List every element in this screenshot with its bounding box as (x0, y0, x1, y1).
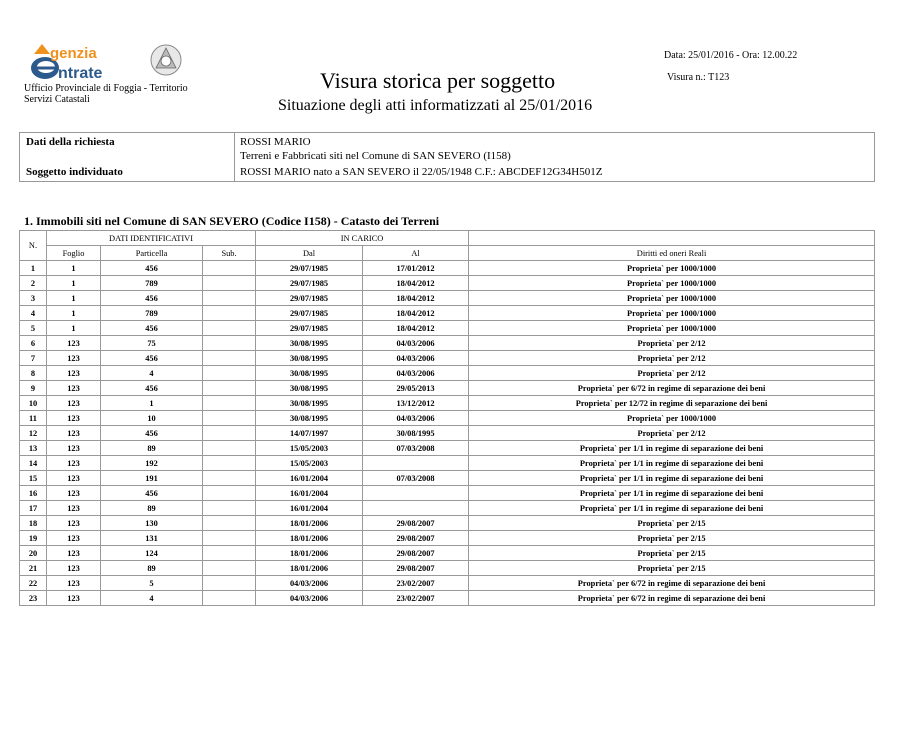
table-row (20, 531, 875, 546)
logo-text-entrate: ntrate (58, 65, 103, 82)
cell-al: 18/04/2012 (363, 276, 469, 291)
cell-dal: 18/01/2006 (256, 531, 363, 546)
cell-foglio: 123 (47, 411, 101, 426)
cell-sub (203, 336, 256, 351)
cell-foglio: 123 (47, 516, 101, 531)
cell-foglio: 123 (47, 591, 101, 606)
cell-particella: 789 (101, 306, 203, 321)
cell-diritti: Proprieta` per 1/1 in regime di separazione dei beni (469, 501, 875, 516)
cell-n: 13 (20, 441, 47, 456)
cell-al: 13/12/2012 (363, 396, 469, 411)
cell-foglio: 1 (47, 321, 101, 336)
table-row (20, 546, 875, 561)
cell-diritti: Proprieta` per 2/12 (469, 426, 875, 441)
cell-sub (203, 516, 256, 531)
header-diritti: Diritti ed oneri Reali (469, 246, 875, 261)
cell-foglio: 1 (47, 306, 101, 321)
cell-n: 22 (20, 576, 47, 591)
cell-dal: 15/05/2003 (256, 441, 363, 456)
cell-sub (203, 381, 256, 396)
cell-al: 30/08/1995 (363, 426, 469, 441)
cell-al: 04/03/2006 (363, 366, 469, 381)
cell-diritti: Proprieta` per 2/15 (469, 561, 875, 576)
table-row (20, 321, 875, 336)
cell-foglio: 123 (47, 396, 101, 411)
cell-sub (203, 486, 256, 501)
cell-sub (203, 426, 256, 441)
cell-foglio: 123 (47, 441, 101, 456)
cell-foglio: 123 (47, 456, 101, 471)
cell-diritti: Proprieta` per 2/12 (469, 336, 875, 351)
cell-diritti: Proprieta` per 1000/1000 (469, 306, 875, 321)
cell-sub (203, 531, 256, 546)
cell-al: 17/01/2012 (363, 261, 469, 276)
request-scope: Terreni e Fabbricati siti nel Comune di SAN SEVERO (I158) (240, 150, 511, 162)
page-title: Visura storica per soggetto (320, 68, 556, 93)
cell-diritti: Proprieta` per 12/72 in regime di separazione dei beni (469, 396, 875, 411)
cell-al: 04/03/2006 (363, 336, 469, 351)
cell-sub (203, 576, 256, 591)
table-row (20, 291, 875, 306)
cell-diritti: Proprieta` per 1/1 in regime di separazione dei beni (469, 471, 875, 486)
header-particella: Particella (101, 246, 203, 261)
cell-n: 11 (20, 411, 47, 426)
cell-al (363, 486, 469, 501)
cell-dal: 29/07/1985 (256, 321, 363, 336)
cell-al: 18/04/2012 (363, 291, 469, 306)
cell-diritti: Proprieta` per 1000/1000 (469, 261, 875, 276)
table-row (20, 276, 875, 291)
cell-particella: 456 (101, 426, 203, 441)
cell-dal: 18/01/2006 (256, 561, 363, 576)
cell-dal: 29/07/1985 (256, 261, 363, 276)
cell-foglio: 1 (47, 291, 101, 306)
cell-particella: 456 (101, 321, 203, 336)
cell-diritti: Proprieta` per 1/1 in regime di separazione dei beni (469, 441, 875, 456)
header-in-carico: IN CARICO (256, 231, 469, 246)
cell-diritti: Proprieta` per 1000/1000 (469, 321, 875, 336)
cell-particella: 89 (101, 501, 203, 516)
cell-sub (203, 276, 256, 291)
cell-particella: 456 (101, 261, 203, 276)
table-row (20, 441, 875, 456)
cell-dal: 14/07/1997 (256, 426, 363, 441)
cell-foglio: 123 (47, 501, 101, 516)
cell-particella: 10 (101, 411, 203, 426)
cell-diritti: Proprieta` per 2/12 (469, 366, 875, 381)
office-info (24, 83, 188, 105)
cell-diritti: Proprieta` per 6/72 in regime di separazione dei beni (469, 576, 875, 591)
table-row (20, 486, 875, 501)
cell-sub (203, 561, 256, 576)
table-row (20, 576, 875, 591)
logo-text-agenzia: genzia (50, 45, 97, 62)
property-table (19, 230, 875, 606)
table-row (20, 381, 875, 396)
table-row (20, 261, 875, 276)
table-row (20, 426, 875, 441)
cell-n: 7 (20, 351, 47, 366)
cell-sub (203, 306, 256, 321)
table-row (20, 396, 875, 411)
page-subtitle: Situazione degli atti informatizzati al 25/01/2016 (278, 97, 593, 114)
cell-n: 3 (20, 291, 47, 306)
header-dal: Dal (256, 246, 363, 261)
cell-al: 07/03/2008 (363, 441, 469, 456)
cell-diritti: Proprieta` per 1/1 in regime di separazione dei beni (469, 486, 875, 501)
cell-al: 29/05/2013 (363, 381, 469, 396)
cell-dal: 18/01/2006 (256, 516, 363, 531)
cell-particella: 456 (101, 351, 203, 366)
cell-n: 21 (20, 561, 47, 576)
cell-dal: 29/07/1985 (256, 276, 363, 291)
header-n: N. (20, 231, 47, 261)
cell-diritti: Proprieta` per 1000/1000 (469, 276, 875, 291)
header-al: Al (363, 246, 469, 261)
cell-sub (203, 261, 256, 276)
cell-al: 29/08/2007 (363, 516, 469, 531)
cell-dal: 16/01/2004 (256, 501, 363, 516)
cell-dal: 04/03/2006 (256, 591, 363, 606)
table-row (20, 306, 875, 321)
cell-particella: 192 (101, 456, 203, 471)
cell-particella: 4 (101, 591, 203, 606)
cell-foglio: 123 (47, 576, 101, 591)
cell-diritti: Proprieta` per 1000/1000 (469, 291, 875, 306)
cell-sub (203, 366, 256, 381)
cell-diritti: Proprieta` per 2/15 (469, 516, 875, 531)
cell-foglio: 123 (47, 471, 101, 486)
cell-foglio: 123 (47, 561, 101, 576)
cell-n: 17 (20, 501, 47, 516)
cell-particella: 456 (101, 291, 203, 306)
cell-sub (203, 441, 256, 456)
table-row (20, 366, 875, 381)
cell-foglio: 123 (47, 546, 101, 561)
cell-particella: 1 (101, 396, 203, 411)
cell-sub (203, 456, 256, 471)
cell-particella: 456 (101, 381, 203, 396)
cell-particella: 789 (101, 276, 203, 291)
cell-particella: 124 (101, 546, 203, 561)
table-row (20, 456, 875, 471)
cell-particella: 456 (101, 486, 203, 501)
cell-n: 15 (20, 471, 47, 486)
office-line-2: Servizi Catastali (24, 94, 90, 105)
cell-dal: 30/08/1995 (256, 411, 363, 426)
cell-sub (203, 591, 256, 606)
cell-dal: 30/08/1995 (256, 381, 363, 396)
cell-sub (203, 396, 256, 411)
cell-foglio: 123 (47, 531, 101, 546)
cell-particella: 130 (101, 516, 203, 531)
cell-dal: 29/07/1985 (256, 291, 363, 306)
cell-sub (203, 471, 256, 486)
cell-particella: 75 (101, 336, 203, 351)
cell-al: 29/08/2007 (363, 561, 469, 576)
cell-sub (203, 546, 256, 561)
cell-diritti: Proprieta` per 2/15 (469, 531, 875, 546)
cell-dal: 16/01/2004 (256, 471, 363, 486)
cell-dal: 30/08/1995 (256, 396, 363, 411)
table-header-row-2 (20, 246, 875, 261)
header-sub: Sub. (203, 246, 256, 261)
cell-dal: 30/08/1995 (256, 366, 363, 381)
cell-particella: 89 (101, 561, 203, 576)
table-header-row-1 (20, 231, 875, 246)
table-body (20, 261, 875, 606)
cell-dal: 30/08/1995 (256, 351, 363, 366)
table-row (20, 411, 875, 426)
request-label: Dati della richiesta (26, 136, 115, 148)
cell-dal: 29/07/1985 (256, 306, 363, 321)
cell-n: 6 (20, 336, 47, 351)
cell-al: 23/02/2007 (363, 591, 469, 606)
cell-foglio: 123 (47, 351, 101, 366)
cell-al: 04/03/2006 (363, 351, 469, 366)
cell-foglio: 123 (47, 426, 101, 441)
table-row (20, 351, 875, 366)
cell-foglio: 123 (47, 486, 101, 501)
cell-n: 14 (20, 456, 47, 471)
cell-particella: 4 (101, 366, 203, 381)
cell-diritti: Proprieta` per 2/12 (469, 351, 875, 366)
cell-n: 9 (20, 381, 47, 396)
cell-sub (203, 321, 256, 336)
cell-particella: 131 (101, 531, 203, 546)
agenzia-entrate-logo (30, 42, 190, 82)
cell-n: 5 (20, 321, 47, 336)
cell-diritti: Proprieta` per 6/72 in regime di separazione dei beni (469, 591, 875, 606)
office-line-1: Ufficio Provinciale di Foggia - Territorio (24, 83, 188, 94)
cell-dal: 04/03/2006 (256, 576, 363, 591)
cell-foglio: 123 (47, 366, 101, 381)
table-row (20, 561, 875, 576)
cell-n: 23 (20, 591, 47, 606)
header-empty (469, 231, 875, 246)
cell-al (363, 501, 469, 516)
cell-sub (203, 411, 256, 426)
table-row (20, 471, 875, 486)
cell-al: 18/04/2012 (363, 306, 469, 321)
cell-n: 12 (20, 426, 47, 441)
cell-diritti: Proprieta` per 1000/1000 (469, 411, 875, 426)
cell-n: 1 (20, 261, 47, 276)
cell-n: 19 (20, 531, 47, 546)
cell-diritti: Proprieta` per 2/15 (469, 546, 875, 561)
cell-sub (203, 501, 256, 516)
cell-al: 23/02/2007 (363, 576, 469, 591)
cell-al: 29/08/2007 (363, 531, 469, 546)
cell-al: 07/03/2008 (363, 471, 469, 486)
section-title: 1. Immobili siti nel Comune di SAN SEVERO (Codice I158) - Catasto dei Terreni (24, 214, 440, 228)
header-dati-identificativi: DATI IDENTIFICATIVI (47, 231, 256, 246)
table-row (20, 591, 875, 606)
cell-foglio: 1 (47, 261, 101, 276)
cell-dal: 15/05/2003 (256, 456, 363, 471)
report-datetime: Data: 25/01/2016 - Ora: 12.00.22 (664, 50, 798, 61)
cell-sub (203, 351, 256, 366)
cell-foglio: 123 (47, 381, 101, 396)
subject-label: Soggetto individuato (26, 166, 123, 178)
cell-dal: 30/08/1995 (256, 336, 363, 351)
request-box (19, 132, 875, 182)
header-foglio: Foglio (47, 246, 101, 261)
cell-n: 4 (20, 306, 47, 321)
cell-dal: 16/01/2004 (256, 486, 363, 501)
cell-foglio: 1 (47, 276, 101, 291)
cell-particella: 5 (101, 576, 203, 591)
request-name: ROSSI MARIO (240, 136, 311, 148)
cell-particella: 191 (101, 471, 203, 486)
cell-sub (203, 291, 256, 306)
cell-n: 18 (20, 516, 47, 531)
visura-number: Visura n.: T123 (667, 72, 730, 83)
table-row (20, 516, 875, 531)
cell-foglio: 123 (47, 336, 101, 351)
subject-details: ROSSI MARIO nato a SAN SEVERO il 22/05/1948 C.F.: ABCDEF12G34H501Z (240, 166, 603, 178)
cell-n: 2 (20, 276, 47, 291)
table-row (20, 501, 875, 516)
cell-al: 18/04/2012 (363, 321, 469, 336)
cell-al (363, 456, 469, 471)
cell-particella: 89 (101, 441, 203, 456)
table-row (20, 336, 875, 351)
cell-al: 04/03/2006 (363, 411, 469, 426)
cell-dal: 18/01/2006 (256, 546, 363, 561)
cell-n: 16 (20, 486, 47, 501)
cell-al: 29/08/2007 (363, 546, 469, 561)
cell-n: 20 (20, 546, 47, 561)
cell-n: 8 (20, 366, 47, 381)
cell-diritti: Proprieta` per 1/1 in regime di separazione dei beni (469, 456, 875, 471)
cell-n: 10 (20, 396, 47, 411)
cell-diritti: Proprieta` per 6/72 in regime di separazione dei beni (469, 381, 875, 396)
